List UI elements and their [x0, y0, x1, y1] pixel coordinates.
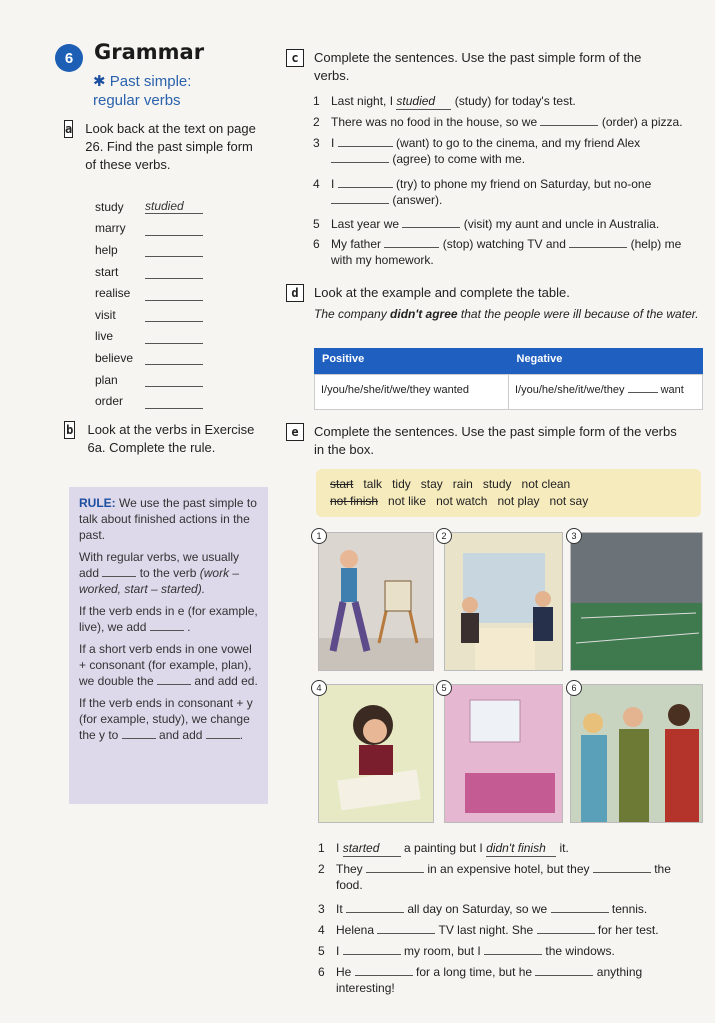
- picture-painting: [318, 532, 434, 671]
- rule-box: [69, 487, 268, 804]
- word-item: talk: [363, 477, 383, 491]
- word-item: not like: [388, 494, 427, 508]
- verb: realise: [95, 286, 131, 301]
- unit-number-badge: 6: [55, 44, 83, 72]
- answer-blank[interactable]: [331, 203, 389, 204]
- verb-row: [95, 326, 203, 348]
- answer-blank[interactable]: [569, 247, 627, 248]
- sentence-e1: 1 I started a painting but I didn't finish it.: [318, 841, 569, 855]
- grammar-table: [314, 348, 703, 408]
- verb-row: [95, 304, 203, 326]
- exercise-letter-e: e: [286, 423, 304, 441]
- rule-text: .: [187, 620, 191, 634]
- verb-row: [95, 261, 203, 283]
- answer-blank[interactable]: [540, 125, 598, 126]
- verb-row: [95, 239, 203, 261]
- word-item: not clean: [521, 477, 571, 491]
- picture-messy-room: [444, 684, 563, 823]
- rule-blank[interactable]: [102, 566, 136, 577]
- exercise-d-instruction: Look at the example and complete the table.: [314, 285, 570, 300]
- rule-text: If the verb ends in e (for example, live), we add: [79, 604, 258, 634]
- verb-answer-blank[interactable]: [145, 372, 203, 387]
- exercise-c-instruction: Complete the sentences. Use the past simple form of the verbs.: [314, 50, 642, 83]
- rainy-tennis-court-illustration: [571, 533, 702, 670]
- verb: believe: [95, 350, 134, 365]
- word-item: not say: [549, 494, 589, 508]
- exercise-b: [64, 421, 264, 457]
- exercise-letter-c: c: [286, 49, 304, 67]
- sentence-e2: 2 They in an expensive hotel, but they the food.: [318, 862, 671, 892]
- answer-blank[interactable]: studied: [396, 93, 451, 110]
- verb-answer-blank[interactable]: [145, 329, 203, 344]
- answer-blank[interactable]: started: [343, 840, 401, 857]
- verb-answer-blank[interactable]: [145, 221, 203, 236]
- sentence-c5: 5 Last year we (visit) my aunt and uncle in Australia.: [313, 217, 660, 231]
- answer-blank[interactable]: [593, 872, 651, 873]
- verb-answer-blank[interactable]: [145, 394, 203, 409]
- exercise-a: [64, 120, 264, 174]
- girl-studying-illustration: [319, 685, 433, 822]
- exercise-letter-d: d: [286, 284, 304, 302]
- rule-blank[interactable]: [150, 620, 184, 631]
- messy-bedroom-illustration: [445, 685, 562, 822]
- rule-text: We use the past simple to talk about finished actions in the past.: [79, 496, 257, 542]
- answer-blank[interactable]: [384, 247, 439, 248]
- verb-row: [95, 196, 203, 218]
- exercise-c: [286, 49, 706, 85]
- verb-answer-blank[interactable]: studied: [145, 199, 203, 214]
- exercise-a-instruction: Look back at the text on page 26. Find the past simple form of these verbs.: [85, 121, 256, 172]
- verb: help: [95, 242, 118, 257]
- picture-restaurant: [444, 532, 563, 671]
- answer-blank[interactable]: [338, 187, 393, 188]
- verb: marry: [95, 221, 126, 236]
- word-item: tidy: [392, 477, 411, 491]
- rule-text: (work – worked, start – started).: [79, 566, 240, 596]
- sentence-e6: 6 He for a long time, but he anything interesting!: [318, 965, 643, 995]
- answer-blank[interactable]: [377, 933, 435, 934]
- picture-rain: [570, 532, 703, 671]
- verb-row: [95, 369, 203, 391]
- picture-studying: [318, 684, 434, 823]
- star-icon: ✱: [93, 73, 106, 90]
- answer-blank[interactable]: [484, 954, 542, 955]
- rule-text: to the verb: [139, 566, 197, 580]
- table-header-negative: Negative: [516, 353, 563, 365]
- verb-answer-blank[interactable]: [145, 264, 203, 279]
- rule-text: and add ed.: [194, 674, 258, 688]
- rule-label: RULE:: [79, 496, 116, 510]
- answer-blank[interactable]: [338, 146, 393, 147]
- sentence-c6: 6 My father (stop) watching TV and (help) me with my homework.: [313, 237, 682, 267]
- rule-text: If the verb ends in consonant + y (for example, study), we change the y to: [79, 696, 253, 742]
- man-painting-illustration: [319, 533, 433, 670]
- picture-number: 2: [436, 528, 452, 544]
- word-item: start: [330, 477, 354, 491]
- verb-answer-blank[interactable]: [145, 307, 203, 322]
- word-box: [316, 469, 701, 517]
- three-friends-illustration: [571, 685, 702, 822]
- picture-number: 4: [311, 680, 327, 696]
- sentence-c2: 2 There was no food in the house, so we (order) a pizza.: [313, 115, 683, 129]
- verb-row: [95, 390, 203, 412]
- exercise-d: [286, 284, 706, 302]
- table-cell: I/you/he/she/it/we/they want: [515, 384, 684, 396]
- verb-row: [95, 282, 203, 304]
- verb: order: [95, 394, 124, 409]
- table-cell: I/you/he/she/it/we/they wanted: [315, 375, 509, 409]
- word-item: not play: [497, 494, 540, 508]
- verb-list: [95, 196, 203, 412]
- word-item: study: [482, 477, 512, 491]
- picture-number: 6: [566, 680, 582, 696]
- section-subtitle: [93, 72, 191, 110]
- picture-number: 1: [311, 528, 327, 544]
- exercise-letter-b: b: [64, 421, 75, 439]
- word-item: stay: [420, 477, 443, 491]
- rule-text: and add: [159, 728, 203, 742]
- exercise-b-instruction: Look at the verbs in Exercise 6a. Complete the rule.: [87, 422, 255, 455]
- answer-blank[interactable]: [551, 912, 609, 913]
- couple-dinner-illustration: [445, 533, 562, 670]
- answer-blank[interactable]: [402, 227, 460, 228]
- verb-answer-blank[interactable]: [145, 350, 203, 365]
- picture-friends: [570, 684, 703, 823]
- answer-blank[interactable]: [535, 975, 593, 976]
- rule-text: With regular verbs, we usually add: [79, 550, 240, 580]
- sentence-c3: 3 I (want) to go to the cinema, and my friend Alex (agree) to come with me.: [313, 136, 641, 166]
- exercise-letter-a: a: [65, 122, 73, 136]
- answer-blank[interactable]: didn't finish: [486, 840, 556, 857]
- sentence-e3: 3 It all day on Saturday, so we tennis.: [318, 902, 648, 916]
- rule-blank[interactable]: [157, 674, 191, 685]
- picture-number: 3: [566, 528, 582, 544]
- answer-blank[interactable]: [331, 162, 389, 163]
- rule-text: .: [239, 728, 244, 742]
- answer-blank[interactable]: [355, 975, 413, 976]
- answer-blank[interactable]: [628, 392, 658, 393]
- rule-blank[interactable]: [122, 728, 156, 739]
- answer-blank[interactable]: [366, 872, 424, 873]
- section-title: Grammar: [94, 40, 205, 64]
- verb: study: [95, 199, 124, 214]
- subtitle-line1: Past simple:: [109, 73, 192, 90]
- example-sentence: The company didn't agree that the people were ill because of the water.: [314, 307, 699, 321]
- verb: live: [95, 329, 114, 344]
- verb-answer-blank[interactable]: [145, 286, 203, 301]
- rule-blank[interactable]: [206, 728, 240, 739]
- verb-row: [95, 347, 203, 369]
- rule-text: If a short verb ends in one vowel + consonant (for example, plan), we double the: [79, 642, 252, 688]
- sentence-c4: 4 I (try) to phone my friend on Saturday, but no-one (answer).: [313, 177, 652, 207]
- sentence-e5: 5 I my room, but I the windows.: [318, 944, 615, 958]
- verb-answer-blank[interactable]: [145, 242, 203, 257]
- verb-row: [95, 218, 203, 240]
- exercise-e-instruction: Complete the sentences. Use the past simple form of the verbs in the box.: [314, 424, 677, 457]
- answer-blank[interactable]: [346, 912, 404, 913]
- table-header-positive: Positive: [322, 353, 365, 365]
- word-item: rain: [452, 477, 473, 491]
- verb: plan: [95, 372, 118, 387]
- subtitle-line2: regular verbs: [93, 92, 181, 109]
- sentence-e4: 4 Helena TV last night. She for her test.: [318, 923, 659, 937]
- answer-blank[interactable]: [537, 933, 595, 934]
- answer-blank[interactable]: [343, 954, 401, 955]
- word-item: not watch: [436, 494, 488, 508]
- picture-number: 5: [436, 680, 452, 696]
- verb: start: [95, 264, 119, 279]
- sentence-c1: 1 Last night, I studied (study) for today's test.: [313, 94, 576, 108]
- exercise-e: [286, 423, 706, 459]
- word-item: not finish: [330, 494, 379, 508]
- verb: visit: [95, 307, 116, 322]
